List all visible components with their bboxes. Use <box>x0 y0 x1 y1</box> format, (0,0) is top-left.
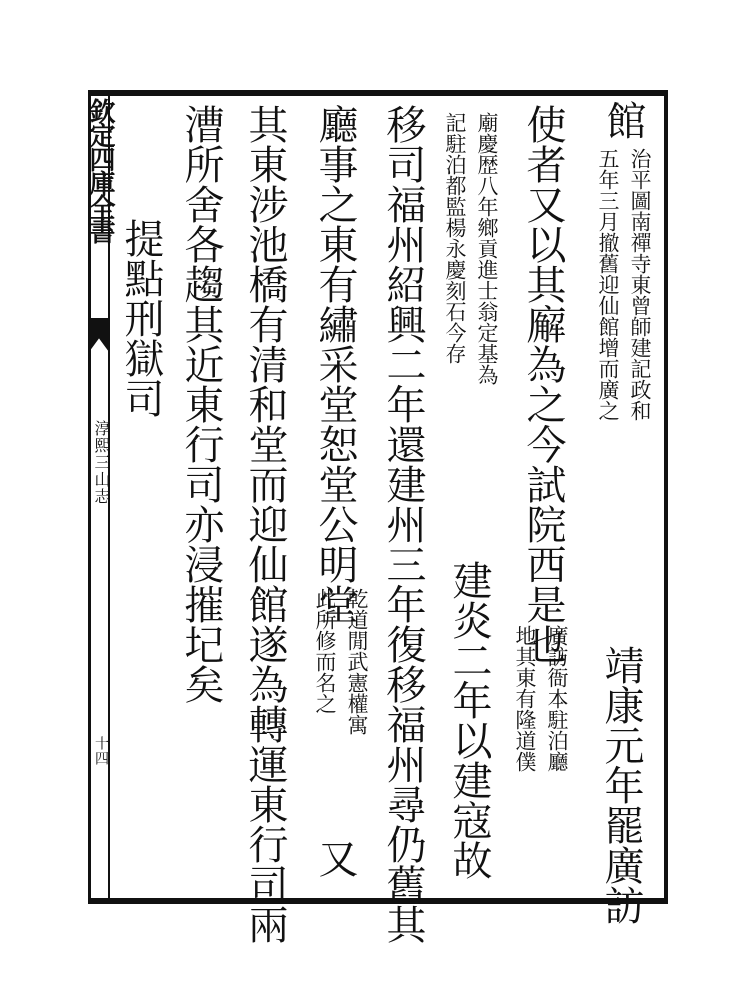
annotation-line: 廟慶歴八年鄉貢進士翁定基為 <box>475 112 499 385</box>
main-text: 使者又以其廨為之今試院西是也 <box>520 104 566 664</box>
annotation-line: 乾道閒武憲權寓 <box>345 588 369 735</box>
main-text: 廳事之東有繡采堂恕堂公明堂 <box>312 104 358 624</box>
spine-collection-title: 欽定四庫全書 <box>85 98 115 242</box>
annotation-line: 五年三月撤舊迎仙館增而廣之 <box>596 148 620 421</box>
main-text: 靖康元年罷廣訪 <box>598 645 644 925</box>
annotation-line: 廣訪衙本駐泊廳 <box>545 625 569 772</box>
annotation-line: 治平圖南禪寺東曾師建記政和 <box>628 148 652 421</box>
annotation-block-3 <box>435 112 499 592</box>
frame-right-rule <box>664 90 668 904</box>
annotation-line: 此所修而名之 <box>313 588 337 714</box>
text-column-1 <box>600 100 646 140</box>
annotation-block-1 <box>588 148 652 638</box>
frame-bottom-rule <box>88 898 668 904</box>
main-text: 建炎二年以建寇故 <box>446 560 492 880</box>
section-heading: 提點刑獄司 <box>118 218 164 418</box>
annotation-block-2 <box>505 625 569 895</box>
main-text: 漕所舍各趨其近東行司亦浸摧圮矣 <box>178 104 224 704</box>
annotation-line: 地其東有隆道僕 <box>513 625 537 772</box>
main-text: 其東涉池橋有清和堂而迎仙館遂為轉運東行司兩 <box>242 104 288 944</box>
spine-book-title: 淳熙三山志 <box>92 420 111 505</box>
main-text: 移司福州紹興二年還建州三年復移福州尋仍舊其 <box>380 104 426 944</box>
fishtail-mark <box>89 318 109 352</box>
main-text: 又 <box>312 838 358 878</box>
spine-page-number: 十四 <box>93 736 109 766</box>
main-text: 館 <box>600 100 646 140</box>
frame-top-rule <box>88 90 668 96</box>
annotation-line: 記駐泊都監楊永慶刻石今存 <box>443 112 467 364</box>
annotation-block-5 <box>305 588 369 828</box>
